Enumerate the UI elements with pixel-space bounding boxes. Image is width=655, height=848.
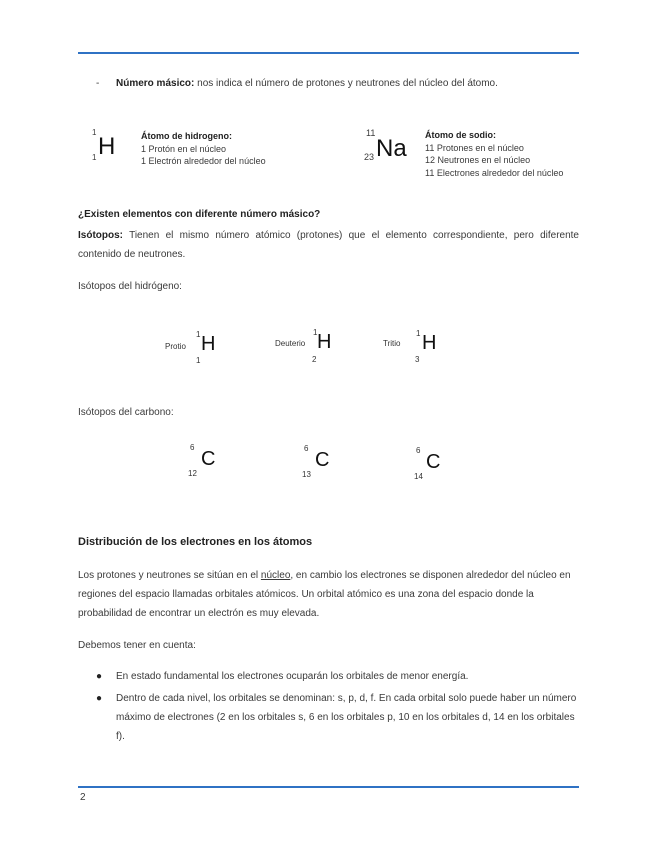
isotopes-question: ¿Existen elementos con diferente número másico? <box>78 209 321 220</box>
section-title: Distribución de los electrones en los átomos <box>78 536 313 548</box>
list-dash: - <box>96 78 100 89</box>
isotope-top-number: 6 <box>416 446 421 455</box>
isotope-symbol: H <box>422 332 437 354</box>
bullet-marker: ● <box>96 671 103 682</box>
isotope-name: Tritio <box>383 339 401 348</box>
isotope-name: Protio <box>165 342 186 351</box>
sodium-line: 12 Neutrones en el núcleo <box>425 155 531 165</box>
mass-number-term: Número másico: <box>116 78 195 89</box>
bullet-marker: ● <box>96 693 103 704</box>
paragraph-text: , en cambio los electrones se disponen alrededor del núcleo en regiones del espacio llamadas orbitales atómicos. Un orbital atómico es una zona del espacio donde la probabilidad de encontrar un electrón es muy elevada. <box>78 570 571 619</box>
nucleus-underlined: núcleo <box>260 570 291 581</box>
paragraph-text: Los protones y neutrones se sitúan en el <box>78 570 261 581</box>
hydrogen-title: Átomo de hidrogeno: <box>141 131 232 141</box>
bullet-item: En estado fundamental los electrones ocuparán los orbitales de menor energía. <box>116 671 469 682</box>
isotope-top-number: 6 <box>190 443 195 452</box>
isotope-symbol: C <box>426 451 441 473</box>
hydrogen-line: 1 Protón en el núcleo <box>141 143 227 154</box>
sodium-line: 11 Protones en el núcleo <box>425 142 524 153</box>
isotope-top-number: 1 <box>313 328 318 337</box>
sodium-atomic-number: 23 <box>364 152 375 162</box>
isotope-bottom-number: 13 <box>302 470 311 479</box>
isotope-symbol: C <box>315 449 330 471</box>
sodium-symbol: Na <box>376 135 407 162</box>
isotope-top-number: 1 <box>196 330 201 339</box>
hydrogen-symbol: H <box>98 133 116 160</box>
isotope-symbol: H <box>201 333 216 355</box>
hydrogen-isotopes-heading: Isótopos del hidrógeno: <box>78 281 182 292</box>
hydrogen-atomic-number: 1 <box>92 153 97 162</box>
considerations-intro: Debemos tener en cuenta: <box>78 640 196 651</box>
section-paragraph <box>78 566 579 623</box>
hydrogen-description <box>141 130 266 168</box>
isotope-top-number: 1 <box>416 329 421 338</box>
isotopes-term: Isótopos: <box>78 230 123 241</box>
isotope-symbol: H <box>317 331 332 353</box>
isotope-name: Deuterio <box>275 339 306 348</box>
sodium-title: Átomo de sodio: <box>425 130 496 140</box>
isotope-bottom-number: 1 <box>196 356 201 365</box>
isotope-top-number: 6 <box>304 444 309 453</box>
hydrogen-mass-number: 1 <box>92 128 97 137</box>
isotope-bottom-number: 14 <box>414 472 423 481</box>
page-number: 2 <box>80 792 86 803</box>
isotope-bottom-number: 3 <box>415 355 420 364</box>
sodium-description <box>425 129 563 179</box>
isotope-symbol: C <box>201 448 216 470</box>
isotopes-text: Tienen el mismo número atómico (protones) que el elemento correspondiente, pero diferente contenido de neutrones. <box>78 230 579 260</box>
mass-number-definition <box>116 78 579 89</box>
footer-rule <box>78 786 579 788</box>
carbon-isotopes-heading: Isótopos del carbono: <box>78 407 174 418</box>
isotopes-definition <box>78 226 579 264</box>
sodium-line: 11 Electrones alrededor del núcleo <box>425 167 564 178</box>
hydrogen-line: 1 Electrón alrededor del núcleo <box>141 156 266 166</box>
isotope-bottom-number: 2 <box>312 355 317 364</box>
isotope-bottom-number: 12 <box>188 469 197 478</box>
sodium-mass-number: 11 <box>366 128 376 138</box>
header-rule <box>78 52 579 54</box>
mass-number-text: nos indica el número de protones y neutrones del núcleo del átomo. <box>197 78 498 89</box>
bullet-item: Dentro de cada nivel, los orbitales se denominan: s, p, d, f. En cada orbital solo puede haber un número máximo de electrones (2 en los orbitales s, 6 en los orbitales p, 10 en los orbitales d, 14 en los orbitales f). <box>116 693 577 742</box>
